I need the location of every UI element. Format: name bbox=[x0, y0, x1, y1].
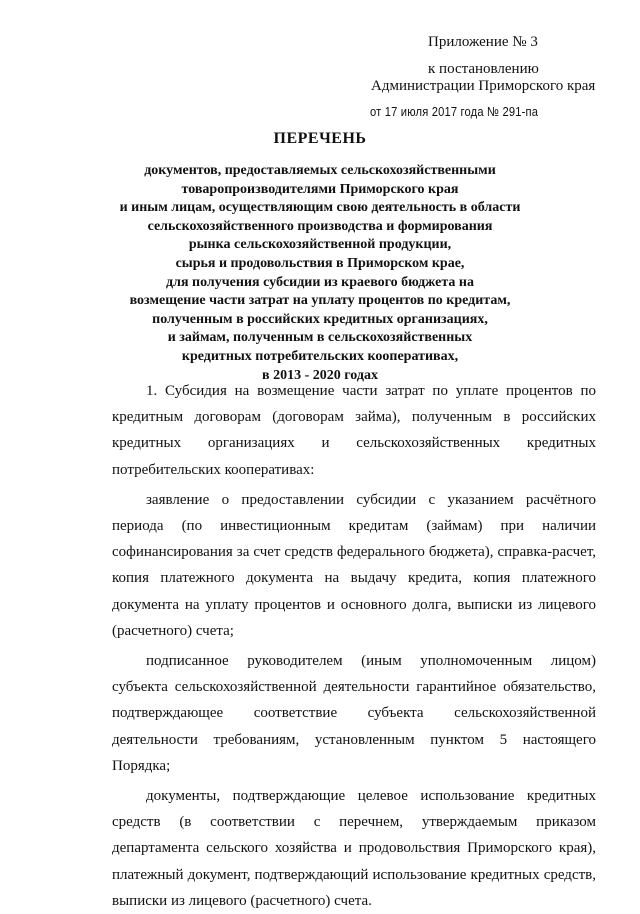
subtitle-line: полученным в российских кредитных организациях, bbox=[152, 311, 488, 327]
subtitle-line: сельскохозяйственного производства и формирования bbox=[147, 218, 493, 234]
subtitle-line: товаропроизводителями Приморского края bbox=[181, 181, 459, 197]
subtitle-line: для получения субсидии из краевого бюджета на bbox=[166, 274, 474, 290]
subtitle-line: в 2013 - 2020 годах bbox=[262, 367, 378, 383]
document-body bbox=[112, 378, 596, 914]
subtitle-line: документов, предоставляемых сельскохозяйственными bbox=[144, 163, 496, 178]
paragraph-guarantee: подписанное руководителем (иным уполномоченным лицом) субъекта сельскохозяйственной деятельности гарантийное обязательство, подтверждающее соответствие субъекта сельскохозяйственной деятельности требованиям, установленным пунктом 5 настоящего Порядка; bbox=[112, 653, 596, 774]
appendix-administration: Администрации Приморского края bbox=[371, 78, 596, 94]
document-title: ПЕРЕЧЕНЬ bbox=[273, 130, 367, 147]
paragraph-documents: документы, подтверждающие целевое использование кредитных средств (в соответствии с перечнем, утверждаемым приказом департамента сельского хозяйства и продовольствия Приморского края), платежный документ, подтверждающий использование кредитных средств, выписки из лицевого (расчетного) счета. bbox=[112, 788, 596, 909]
subtitle-line: и займам, полученным в сельскохозяйственных bbox=[167, 330, 473, 346]
appendix-header bbox=[370, 34, 596, 120]
subtitle-line: сырья и продовольствия в Приморском крае, bbox=[175, 255, 465, 271]
appendix-number: Приложение № 3 bbox=[428, 34, 538, 50]
appendix-to-resolution: к постановлению bbox=[428, 61, 539, 77]
document-subtitle bbox=[100, 162, 540, 385]
subtitle-line: рынка сельскохозяйственной продукции, bbox=[188, 237, 452, 253]
paragraph-application: заявление о предоставлении субсидии с указанием расчётного периода (по инвестиционным кредитам (займам) при наличии софинансирования за счет средств федерального бюджета), справка-расчет, копия платежного документа на выдачу кредита, копия платежного документа на уплату процентов и основного долга, выписки из лицевого (расчетного) счета; bbox=[112, 491, 596, 639]
subtitle-line: кредитных потребительских кооперативах, bbox=[181, 348, 459, 364]
appendix-date-number: от 17 июля 2017 года № 291-па bbox=[370, 104, 539, 119]
subtitle-line: и иным лицам, осуществляющим свою деятельность в области bbox=[119, 200, 521, 216]
subtitle-line: возмещение части затрат на уплату процентов по кредитам, bbox=[129, 293, 511, 309]
paragraph-subsidy-intro: 1. Субсидия на возмещение части затрат по уплате процентов по кредитным договорам (договорам займа), полученным в российских кредитных организациях и сельскохозяйственных кредитных потребительских кооперативах: bbox=[112, 383, 596, 478]
